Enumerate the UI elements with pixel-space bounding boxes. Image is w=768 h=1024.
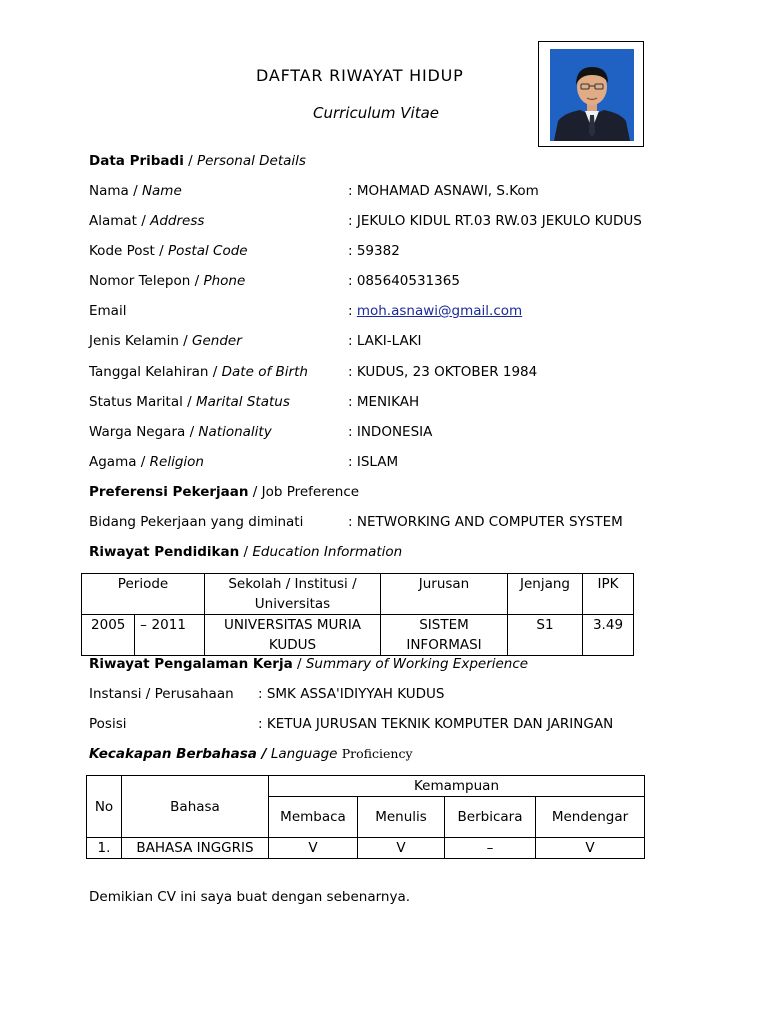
label-text: Tanggal Kelahiran — [89, 364, 209, 380]
label-en-text: Name — [141, 183, 182, 199]
language-heading-label: Kecakapan Berbahasa / — [89, 746, 267, 762]
header-period: Periode — [82, 574, 205, 615]
field-value-gender: : LAKI-LAKI — [348, 333, 422, 349]
email-prefix: : — [348, 303, 357, 319]
field-value-email — [348, 303, 522, 319]
label-text: Kode Post — [89, 243, 155, 259]
job-heading-en: Job Preference — [261, 484, 360, 500]
education-heading-label: Riwayat Pendidikan — [89, 544, 240, 560]
header-reading: Membaca — [269, 797, 358, 838]
label-text: Status Marital — [89, 394, 183, 410]
language-table — [86, 775, 645, 859]
education-heading-en: Education Information — [252, 544, 403, 560]
field-value-phone: : 085640531365 — [348, 273, 460, 289]
cell-major: SISTEM INFORMASI — [381, 615, 508, 656]
label-text: Agama — [89, 454, 137, 470]
field-label-name: Nama / Name — [89, 183, 182, 199]
field-label-gender: Jenis Kelamin / Gender — [89, 333, 242, 349]
label-en-text: Date of Birth — [221, 364, 308, 380]
table-header-row — [82, 574, 634, 615]
job-field-label: Bidang Pekerjaan yang diminati — [89, 514, 304, 530]
work-field-label-position: Posisi — [89, 716, 127, 732]
label-text: Email — [89, 303, 127, 319]
work-heading-en: Summary of Working Experience — [305, 656, 529, 672]
cell-school: UNIVERSITAS MURIA KUDUS — [205, 615, 381, 656]
language-heading-en-2: Proficiency — [341, 746, 413, 761]
cell-reading: V — [269, 838, 358, 859]
label-en-text: Nationality — [198, 424, 272, 440]
field-label-postal-code: Kode Post / Postal Code — [89, 243, 248, 259]
cell-end-year: 2011 — [152, 615, 205, 656]
cell-speaking: – — [445, 838, 536, 859]
label-text: Jenis Kelamin — [89, 333, 179, 349]
cell-start-year: 2005 — [82, 615, 135, 656]
language-heading — [89, 746, 413, 762]
header-gpa: IPK — [583, 574, 634, 615]
language-heading-en: Language — [270, 746, 338, 762]
field-label-religion: Agama / Religion — [89, 454, 204, 470]
work-heading-label: Riwayat Pengalaman Kerja — [89, 656, 293, 672]
job-heading-label: Preferensi Pekerjaan — [89, 484, 249, 500]
job-heading: Preferensi Pekerjaan / Job Preference — [89, 484, 360, 500]
job-field-value: : NETWORKING AND COMPUTER SYSTEM — [348, 514, 623, 530]
photo-frame — [538, 41, 644, 147]
cell-writing: V — [358, 838, 445, 859]
profile-photo — [550, 49, 634, 141]
field-value-religion: : ISLAM — [348, 454, 399, 470]
personal-heading-label: Data Pribadi — [89, 153, 184, 169]
header-no: No — [87, 776, 122, 838]
field-value-postal-code: : 59382 — [348, 243, 400, 259]
header-speaking: Berbicara — [445, 797, 536, 838]
cell-language: BAHASA INGGRIS — [122, 838, 269, 859]
label-text: Alamat — [89, 213, 137, 229]
cell-no: 1. — [87, 838, 122, 859]
label-en-text: Address — [150, 213, 205, 229]
closing-statement: Demikian CV ini saya buat dengan sebenarnya. — [89, 889, 411, 905]
document-title: DAFTAR RIWAYAT HIDUP — [256, 66, 464, 85]
document-subtitle: Curriculum Vitae — [313, 104, 440, 122]
email-link[interactable]: moh.asnawi@gmail.com — [356, 303, 523, 319]
field-label-birth: Tanggal Kelahiran / Date of Birth — [89, 364, 308, 380]
field-label-nationality: Warga Negara / Nationality — [89, 424, 272, 440]
header-language: Bahasa — [122, 776, 269, 838]
personal-heading: Data Pribadi / Personal Details — [89, 153, 306, 169]
education-heading: Riwayat Pendidikan / Education Information — [89, 544, 403, 560]
table-header-row — [87, 776, 645, 797]
field-label-marital: Status Marital / Marital Status — [89, 394, 290, 410]
label-text: Warga Negara — [89, 424, 186, 440]
label-text: Nomor Telepon — [89, 273, 191, 289]
header-school: Sekolah / Institusi / Universitas — [205, 574, 381, 615]
field-value-address: : JEKULO KIDUL RT.03 RW.03 JEKULO KUDUS — [348, 213, 642, 229]
label-en-text: Postal Code — [168, 243, 248, 259]
person-photo-icon — [550, 49, 634, 141]
header-level: Jenjang — [508, 574, 583, 615]
work-field-value-company: : SMK ASSA'IDIYYAH KUDUS — [258, 686, 445, 702]
field-label-email — [89, 303, 126, 319]
label-en-text: Phone — [203, 273, 246, 289]
cell-level: S1 — [508, 615, 583, 656]
header-listening: Mendengar — [536, 797, 645, 838]
work-heading: Riwayat Pengalaman Kerja / Summary of Working Experience — [89, 656, 529, 672]
label-en-text: Marital Status — [196, 394, 290, 410]
field-label-phone: Nomor Telepon / Phone — [89, 273, 246, 289]
label-text: Nama — [89, 183, 129, 199]
header-ability: Kemampuan — [269, 776, 645, 797]
work-field-value-position: : KETUA JURUSAN TEKNIK KOMPUTER DAN JARINGAN — [258, 716, 614, 732]
label-en-text: Gender — [192, 333, 242, 349]
cell-listening: V — [536, 838, 645, 859]
field-value-marital: : MENIKAH — [348, 394, 420, 410]
table-row — [87, 838, 645, 859]
label-en-text: Religion — [149, 454, 204, 470]
header-writing: Menulis — [358, 797, 445, 838]
personal-heading-en: Personal Details — [196, 153, 306, 169]
header-major: Jurusan — [381, 574, 508, 615]
field-value-birth: : KUDUS, 23 OKTOBER 1984 — [348, 364, 538, 380]
cell-gpa: 3.49 — [583, 615, 634, 656]
work-field-label-company: Instansi / Perusahaan — [89, 686, 234, 702]
cell-dash: – — [135, 615, 152, 656]
education-table — [81, 573, 634, 656]
field-label-address: Alamat / Address — [89, 213, 205, 229]
table-row — [82, 615, 634, 656]
field-value-nationality: : INDONESIA — [348, 424, 433, 440]
field-value-name: : MOHAMAD ASNAWI, S.Kom — [348, 183, 539, 199]
